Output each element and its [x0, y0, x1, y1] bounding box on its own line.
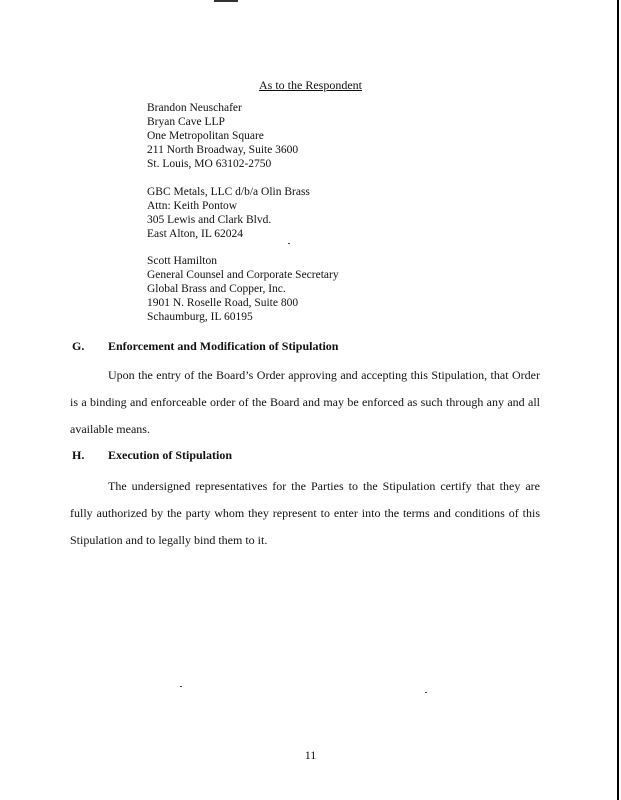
address-line: 211 North Broadway, Suite 3600 — [147, 144, 299, 156]
section-letter: G. — [72, 339, 85, 353]
address-line: 1901 N. Roselle Road, Suite 800 — [147, 297, 299, 309]
address-line: St. Louis, MO 63102-2750 — [147, 158, 272, 170]
address-block-gbc-metals — [147, 185, 310, 241]
address-line: Brandon Neuschafer — [147, 102, 242, 114]
address-line: General Counsel and Corporate Secretary — [147, 269, 339, 281]
address-line: 305 Lewis and Clark Blvd. — [147, 214, 272, 226]
address-line: Schaumburg, IL 60195 — [147, 311, 253, 323]
address-line: Global Brass and Copper, Inc. — [147, 283, 286, 295]
address-block-neuschafer — [147, 101, 298, 171]
section-body-h: The undersigned representatives for the Parties to the Stipulation certify that they are fully authorized by the party whom they represent to enter into the terms and conditions of this Stipulation and to legally bind them to it. — [70, 479, 540, 547]
address-line: Attn: Keith Pontow — [147, 200, 238, 212]
address-line: One Metropolitan Square — [147, 130, 264, 142]
scan-speck — [288, 243, 290, 244]
scan-mark — [214, 0, 238, 2]
respondent-heading-text: As to the Respondent — [259, 78, 362, 92]
section-heading-g — [72, 339, 338, 354]
section-letter: H. — [72, 448, 85, 462]
section-title: Enforcement and Modification of Stipulation — [108, 339, 339, 353]
address-line: Bryan Cave LLP — [147, 116, 225, 128]
address-line: East Alton, IL 62024 — [147, 228, 244, 240]
section-body-g: Upon the entry of the Board’s Order approving and accepting this Stipulation, that Order is a binding and enforceable order of the Board and may be enforced as such through any and all available means. — [70, 368, 540, 436]
section-title: Execution of Stipulation — [108, 448, 233, 462]
address-block-hamilton — [147, 254, 339, 324]
scan-edge — [617, 0, 619, 800]
scan-speck — [425, 692, 427, 693]
scan-speck — [180, 686, 182, 687]
respondent-heading — [0, 78, 621, 93]
address-line: GBC Metals, LLC d/b/a Olin Brass — [147, 186, 310, 198]
page-number: 11 — [304, 748, 317, 762]
section-heading-h — [72, 448, 232, 463]
address-line: Scott Hamilton — [147, 255, 217, 267]
